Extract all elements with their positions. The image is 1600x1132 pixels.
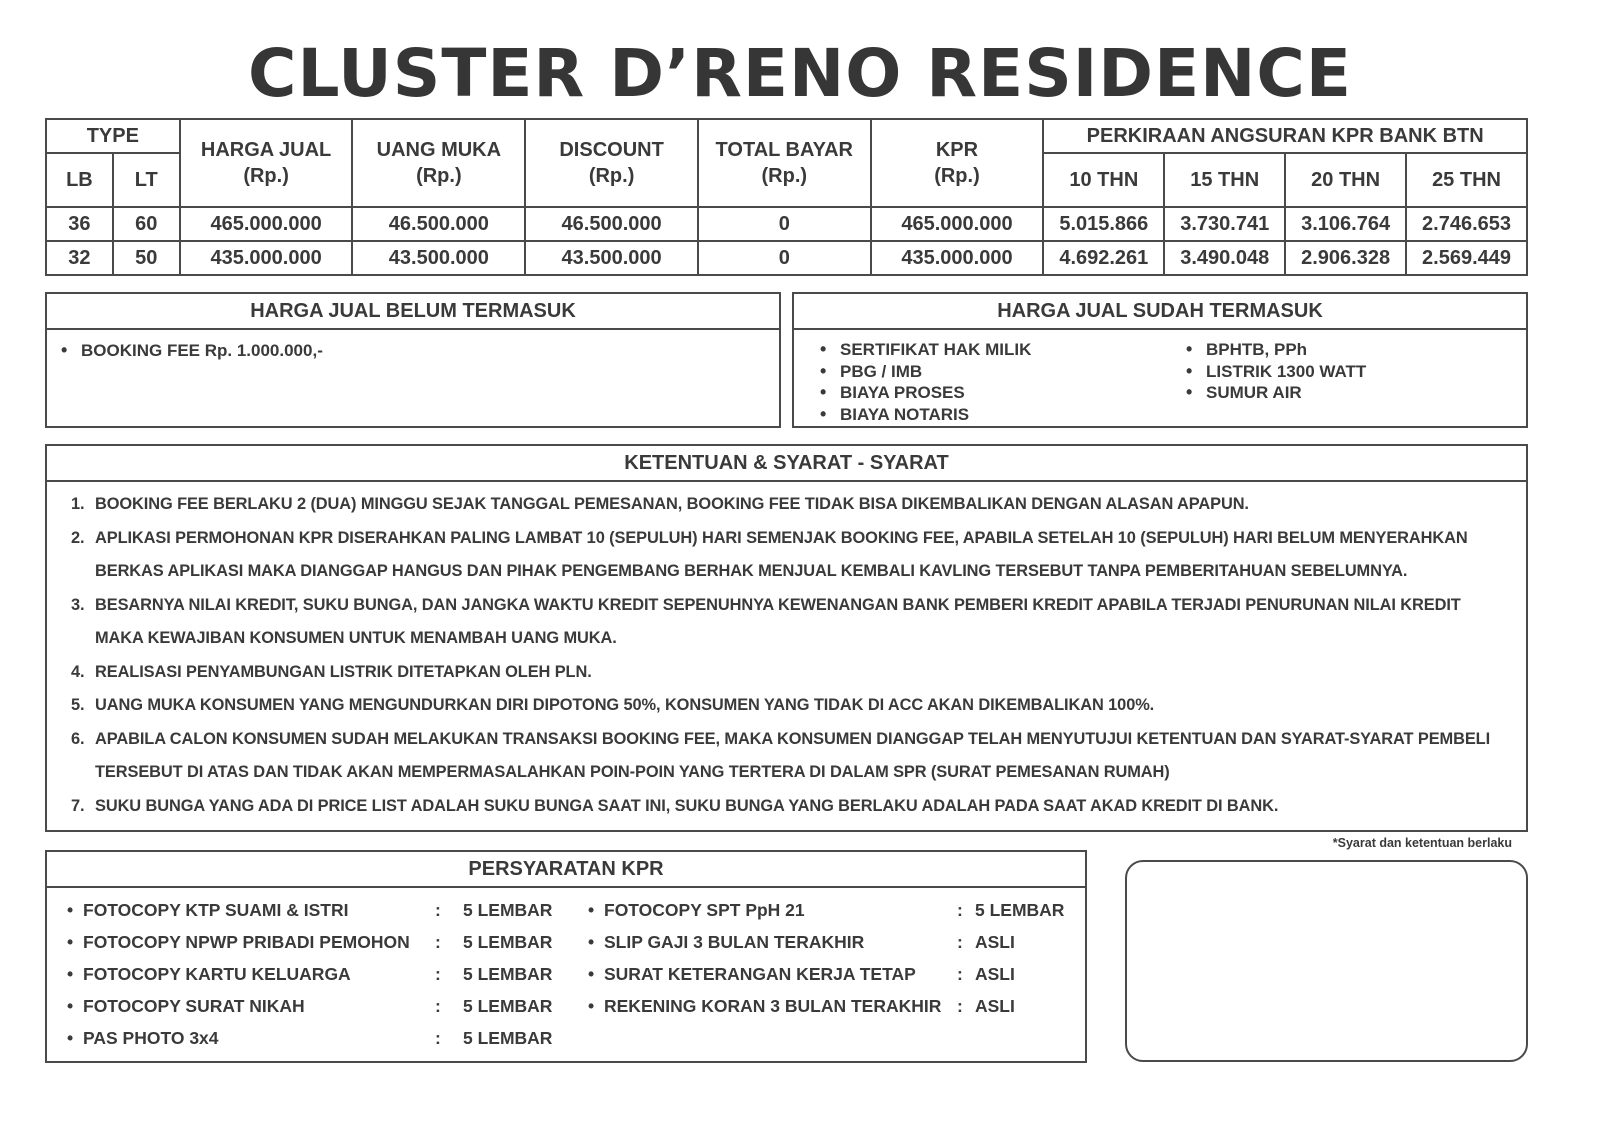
requirement-item: • FOTOCOPY SURAT NIKAH : 5 LEMBAR xyxy=(67,996,553,1016)
page-title: CLUSTER D’RENO RESIDENCE xyxy=(248,35,1352,112)
cell-angsuran: 3.730.741 xyxy=(1164,207,1285,241)
cell-kpr: 465.000.000 xyxy=(871,207,1044,241)
requirement-item: • FOTOCOPY SPT PpH 21 : 5 LEMBAR xyxy=(588,900,1065,920)
header-tenor: 25 THN xyxy=(1406,153,1527,207)
belum-termasuk-title: HARGA JUAL BELUM TERMASUK xyxy=(47,294,779,330)
header-type: TYPE xyxy=(46,119,180,153)
list-item: • BIAYA PROSES xyxy=(818,382,1031,404)
table-row xyxy=(46,207,1527,241)
requirement-item: • FOTOCOPY KARTU KELUARGA : 5 LEMBAR xyxy=(67,964,553,984)
requirement-item: • FOTOCOPY NPWP PRIBADI PEMOHON : 5 LEMBAR xyxy=(67,932,553,952)
cell-total-bayar: 0 xyxy=(698,241,871,275)
list-item: • SERTIFIKAT HAK MILIK xyxy=(818,339,1031,361)
sudah-termasuk-title: HARGA JUAL SUDAH TERMASUK xyxy=(794,294,1526,330)
term-item: 7. SUKU BUNGA YANG ADA DI PRICE LIST ADALAH SUKU BUNGA SAAT INI, SUKU BUNGA YANG BERLAKU ADALAH PADA SAAT AKAD KREDIT DI BANK. xyxy=(71,796,1279,815)
cell-kpr: 435.000.000 xyxy=(871,241,1044,275)
header-lb: LB xyxy=(46,153,113,207)
cell-angsuran: 3.490.048 xyxy=(1164,241,1285,275)
term-item: 3. BESARNYA NILAI KREDIT, SUKU BUNGA, DAN JANGKA WAKTU KREDIT SEPENUHNYA KEWENANGAN BANK PEMBERI KREDIT APABILA TERJADI PENURUNAN NILAI KREDIT MAKA KEWAJIBAN KONSUMEN UNTUK MENAMBAH UANG MUKA. xyxy=(71,595,1461,647)
cell-uang-muka: 46.500.000 xyxy=(352,207,525,241)
requirement-item: • PAS PHOTO 3x4 : 5 LEMBAR xyxy=(67,1028,553,1048)
cell-angsuran: 2.906.328 xyxy=(1285,241,1406,275)
term-item: 1. BOOKING FEE BERLAKU 2 (DUA) MINGGU SEJAK TANGGAL PEMESANAN, BOOKING FEE TIDAK BISA DIKEMBALIKAN DENGAN ALASAN APAPUN. xyxy=(71,495,1249,513)
header-angsuran: PERKIRAAN ANGSURAN KPR BANK BTN xyxy=(1043,119,1527,153)
disclaimer-note: *Syarat dan ketentuan berlaku xyxy=(1332,836,1512,850)
list-item: • PBG / IMB xyxy=(818,361,1031,383)
price-table xyxy=(45,118,1528,276)
cell-uang-muka: 43.500.000 xyxy=(352,241,525,275)
cell-angsuran: 3.106.764 xyxy=(1285,207,1406,241)
term-item: 6. APABILA CALON KONSUMEN SUDAH MELAKUKAN TRANSAKSI BOOKING FEE, MAKA KONSUMEN DIANGGAP TELAH MENYUTUJUI KETENTUAN DAN SYARAT-SYARAT PEMBELI TERSEBUT DI ATAS DAN TIDAK AKAN MEMPERMASALAHKAN POIN-POIN YANG TERTERA DI DALAM SPR (SURAT PEMESANAN RUMAH) xyxy=(71,729,1491,781)
list-item: • LISTRIK 1300 WATT xyxy=(1184,361,1366,383)
cell-total-bayar: 0 xyxy=(698,207,871,241)
sudah-termasuk-list-2 xyxy=(1184,339,1366,404)
header-uang-muka: UANG MUKA (Rp.) xyxy=(352,119,525,207)
header-total-bayar: TOTAL BAYAR (Rp.) xyxy=(698,119,871,207)
requirement-item: • REKENING KORAN 3 BULAN TERAKHIR : ASLI xyxy=(588,996,1015,1016)
table-row xyxy=(46,241,1527,275)
list-item: • BOOKING FEE Rp. 1.000.000,- xyxy=(59,340,779,362)
cell-lt: 50 xyxy=(113,241,180,275)
ketentuan-title: KETENTUAN & SYARAT - SYARAT xyxy=(47,446,1526,482)
requirement-item: • SLIP GAJI 3 BULAN TERAKHIR : ASLI xyxy=(588,932,1015,952)
list-item: • BIAYA NOTARIS xyxy=(818,404,1031,426)
cell-angsuran: 2.746.653 xyxy=(1406,207,1527,241)
cell-angsuran: 4.692.261 xyxy=(1043,241,1164,275)
list-item: • BPHTB, PPh xyxy=(1184,339,1366,361)
persyaratan-title: PERSYARATAN KPR xyxy=(47,852,1085,888)
cell-harga-jual: 465.000.000 xyxy=(180,207,353,241)
cell-angsuran: 2.569.449 xyxy=(1406,241,1527,275)
cell-angsuran: 5.015.866 xyxy=(1043,207,1164,241)
persyaratan-box xyxy=(45,850,1087,1063)
header-kpr: KPR (Rp.) xyxy=(871,119,1044,207)
cell-discount: 43.500.000 xyxy=(525,241,698,275)
term-item: 4. REALISASI PENYAMBUNGAN LISTRIK DITETAPKAN OLEH PLN. xyxy=(71,662,592,681)
ketentuan-box xyxy=(45,444,1528,832)
belum-termasuk-list xyxy=(47,330,779,362)
header-tenor: 15 THN xyxy=(1164,153,1285,207)
requirement-item: • FOTOCOPY KTP SUAMI & ISTRI : 5 LEMBAR xyxy=(67,900,553,920)
requirement-item: • SURAT KETERANGAN KERJA TETAP : ASLI xyxy=(588,964,1015,984)
stamp-area xyxy=(1125,860,1528,1062)
term-item: 2. APLIKASI PERMOHONAN KPR DISERAHKAN PALING LAMBAT 10 (SEPULUH) HARI SEMENJAK BOOKING FEE, APABILA SETELAH 10 (SEPULUH) HARI BELUM MENYERAHKAN BERKAS APLIKASI MAKA DIANGGAP HANGUS DAN PIHAK PENGEMBANG BERHAK MENJUAL KEMBALI KAVLING TERSEBUT TANPA PEMBERITAHUAN SEBELUMNYA. xyxy=(71,528,1468,580)
cell-lb: 32 xyxy=(46,241,113,275)
header-tenor: 20 THN xyxy=(1285,153,1406,207)
cell-lt: 60 xyxy=(113,207,180,241)
header-discount: DISCOUNT (Rp.) xyxy=(525,119,698,207)
header-harga-jual: HARGA JUAL (Rp.) xyxy=(180,119,353,207)
list-item: • SUMUR AIR xyxy=(1184,382,1366,404)
cell-harga-jual: 435.000.000 xyxy=(180,241,353,275)
term-item: 5. UANG MUKA KONSUMEN YANG MENGUNDURKAN DIRI DIPOTONG 50%, KONSUMEN YANG TIDAK DI ACC AKAN DIKEMBALIKAN 100%. xyxy=(71,696,1155,714)
header-tenor: 10 THN xyxy=(1043,153,1164,207)
cell-lb: 36 xyxy=(46,207,113,241)
belum-termasuk-box xyxy=(45,292,781,428)
ketentuan-list xyxy=(47,482,1526,823)
cell-discount: 46.500.000 xyxy=(525,207,698,241)
sudah-termasuk-box xyxy=(792,292,1528,428)
header-lt: LT xyxy=(113,153,180,207)
sudah-termasuk-list-1 xyxy=(818,339,1031,425)
